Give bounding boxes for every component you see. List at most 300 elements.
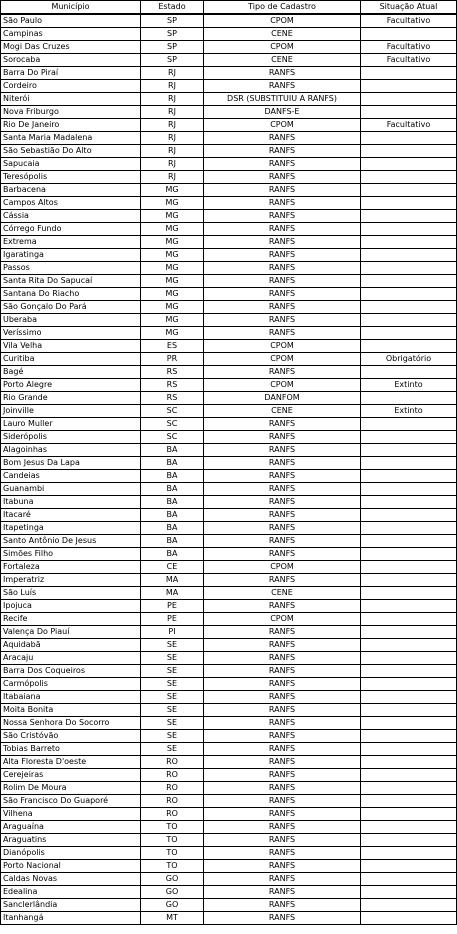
cell-situacao-atual — [361, 80, 457, 93]
cell-estado: MA — [141, 587, 204, 600]
cell-tipo-cadastro: CENE — [204, 28, 361, 41]
cell-estado: MG — [141, 275, 204, 288]
table-row — [1, 366, 457, 379]
cell-estado: MG — [141, 236, 204, 249]
cell-tipo-cadastro: RANFS — [204, 522, 361, 535]
cell-tipo-cadastro: RANFS — [204, 262, 361, 275]
table-row — [1, 899, 457, 912]
table-row — [1, 418, 457, 431]
cell-situacao-atual — [361, 600, 457, 613]
table-row — [1, 41, 457, 54]
cell-situacao-atual — [361, 275, 457, 288]
header-municipio: Município — [1, 1, 141, 15]
cell-municipio: Cordeiro — [1, 80, 141, 93]
cell-municipio: Carmópolis — [1, 678, 141, 691]
cell-tipo-cadastro: RANFS — [204, 483, 361, 496]
table-row — [1, 171, 457, 184]
cell-situacao-atual — [361, 808, 457, 821]
cell-municipio: Curitiba — [1, 353, 141, 366]
cell-situacao-atual — [361, 652, 457, 665]
cell-situacao-atual — [361, 470, 457, 483]
cell-estado: BA — [141, 496, 204, 509]
cell-municipio: Vila Velha — [1, 340, 141, 353]
cell-tipo-cadastro: RANFS — [204, 717, 361, 730]
cell-situacao-atual — [361, 574, 457, 587]
cell-municipio: Rolim De Moura — [1, 782, 141, 795]
cell-municipio: São Luís — [1, 587, 141, 600]
cell-tipo-cadastro: RANFS — [204, 327, 361, 340]
cell-situacao-atual — [361, 548, 457, 561]
cell-estado: RO — [141, 756, 204, 769]
table-row — [1, 301, 457, 314]
cell-tipo-cadastro: RANFS — [204, 210, 361, 223]
cell-municipio: Itapetinga — [1, 522, 141, 535]
cell-situacao-atual — [361, 912, 457, 925]
cell-situacao-atual — [361, 197, 457, 210]
cell-municipio: Bagé — [1, 366, 141, 379]
cell-tipo-cadastro: RANFS — [204, 652, 361, 665]
cell-situacao-atual — [361, 301, 457, 314]
cell-situacao-atual — [361, 717, 457, 730]
cell-tipo-cadastro: RANFS — [204, 197, 361, 210]
cell-tipo-cadastro: RANFS — [204, 548, 361, 561]
cell-tipo-cadastro: RANFS — [204, 67, 361, 80]
table-row — [1, 288, 457, 301]
table-row — [1, 678, 457, 691]
cell-estado: RJ — [141, 171, 204, 184]
cell-municipio: Veríssimo — [1, 327, 141, 340]
table-row — [1, 106, 457, 119]
cell-situacao-atual — [361, 626, 457, 639]
table-row — [1, 158, 457, 171]
table-row — [1, 93, 457, 106]
cell-situacao-atual — [361, 847, 457, 860]
cell-municipio: Moita Bonita — [1, 704, 141, 717]
header-tipo-cadastro: Tipo de Cadastro — [204, 1, 361, 15]
table-row — [1, 535, 457, 548]
cell-tipo-cadastro: DANFS-E — [204, 106, 361, 119]
cell-tipo-cadastro: DANFOM — [204, 392, 361, 405]
cell-municipio: Recife — [1, 613, 141, 626]
cell-tipo-cadastro: RANFS — [204, 249, 361, 262]
table-row — [1, 54, 457, 67]
table-row — [1, 548, 457, 561]
cell-municipio: Aracaju — [1, 652, 141, 665]
table-row — [1, 496, 457, 509]
cell-situacao-atual — [361, 704, 457, 717]
table-row — [1, 405, 457, 418]
cell-tipo-cadastro: RANFS — [204, 301, 361, 314]
cell-municipio: Passos — [1, 262, 141, 275]
table-row — [1, 262, 457, 275]
table-row — [1, 249, 457, 262]
cell-municipio: Alta Floresta D'oeste — [1, 756, 141, 769]
cell-municipio: Guanambi — [1, 483, 141, 496]
cell-tipo-cadastro: RANFS — [204, 366, 361, 379]
cell-municipio: Ipojuca — [1, 600, 141, 613]
cell-estado: RJ — [141, 93, 204, 106]
cell-estado: TO — [141, 834, 204, 847]
cell-estado: MG — [141, 223, 204, 236]
cell-municipio: Sanclerlândia — [1, 899, 141, 912]
cell-municipio: Itabaiana — [1, 691, 141, 704]
cell-tipo-cadastro: RANFS — [204, 886, 361, 899]
table-row — [1, 561, 457, 574]
cell-municipio: Campinas — [1, 28, 141, 41]
table-row — [1, 431, 457, 444]
table-row — [1, 912, 457, 925]
cell-tipo-cadastro: RANFS — [204, 600, 361, 613]
cell-situacao-atual: Extinto — [361, 405, 457, 418]
table-row — [1, 119, 457, 132]
cell-estado: MG — [141, 288, 204, 301]
cell-tipo-cadastro: RANFS — [204, 574, 361, 587]
cell-municipio: Barra Do Piraí — [1, 67, 141, 80]
cell-estado: MG — [141, 210, 204, 223]
cell-situacao-atual — [361, 431, 457, 444]
table-row — [1, 613, 457, 626]
cell-municipio: São Sebastião Do Alto — [1, 145, 141, 158]
cell-estado: RJ — [141, 67, 204, 80]
cell-situacao-atual — [361, 860, 457, 873]
cell-municipio: Joinville — [1, 405, 141, 418]
cell-estado: PE — [141, 613, 204, 626]
table-row — [1, 457, 457, 470]
cell-municipio: Mogi Das Cruzes — [1, 41, 141, 54]
table-row — [1, 483, 457, 496]
cell-estado: GO — [141, 899, 204, 912]
table-row — [1, 210, 457, 223]
cell-estado: RJ — [141, 80, 204, 93]
cell-municipio: Niterói — [1, 93, 141, 106]
table-row — [1, 236, 457, 249]
cell-situacao-atual — [361, 561, 457, 574]
cell-estado: PR — [141, 353, 204, 366]
cell-municipio: Santa Rita Do Sapucaí — [1, 275, 141, 288]
cell-tipo-cadastro: RANFS — [204, 496, 361, 509]
cell-situacao-atual — [361, 665, 457, 678]
cell-tipo-cadastro: RANFS — [204, 288, 361, 301]
cell-tipo-cadastro: RANFS — [204, 873, 361, 886]
cell-municipio: Santa Maria Madalena — [1, 132, 141, 145]
cell-tipo-cadastro: RANFS — [204, 145, 361, 158]
table-row — [1, 340, 457, 353]
cell-estado: TO — [141, 821, 204, 834]
cell-situacao-atual — [361, 184, 457, 197]
cell-tipo-cadastro: RANFS — [204, 223, 361, 236]
table-row — [1, 886, 457, 899]
table-row — [1, 808, 457, 821]
cell-tipo-cadastro: RANFS — [204, 314, 361, 327]
cell-estado: TO — [141, 860, 204, 873]
cell-tipo-cadastro: RANFS — [204, 665, 361, 678]
cell-tipo-cadastro: RANFS — [204, 236, 361, 249]
table-row — [1, 275, 457, 288]
table-row — [1, 743, 457, 756]
cell-estado: SE — [141, 639, 204, 652]
cell-municipio: São Paulo — [1, 14, 141, 28]
table-row — [1, 184, 457, 197]
table-row — [1, 223, 457, 236]
cell-estado: SE — [141, 730, 204, 743]
cell-estado: MG — [141, 327, 204, 340]
cell-tipo-cadastro: RANFS — [204, 795, 361, 808]
cell-tipo-cadastro: RANFS — [204, 275, 361, 288]
table-row — [1, 509, 457, 522]
cell-situacao-atual — [361, 340, 457, 353]
cell-tipo-cadastro: CPOM — [204, 41, 361, 54]
cell-situacao-atual — [361, 483, 457, 496]
table-row — [1, 444, 457, 457]
cell-estado: MA — [141, 574, 204, 587]
cell-estado: RO — [141, 782, 204, 795]
cell-estado: BA — [141, 522, 204, 535]
cell-municipio: Alagoinhas — [1, 444, 141, 457]
cell-estado: RO — [141, 769, 204, 782]
cell-estado: SP — [141, 28, 204, 41]
cell-tipo-cadastro: RANFS — [204, 184, 361, 197]
cell-situacao-atual — [361, 93, 457, 106]
header-estado: Estado — [141, 1, 204, 15]
cell-municipio: Vilhena — [1, 808, 141, 821]
cell-municipio: Teresópolis — [1, 171, 141, 184]
table-row — [1, 717, 457, 730]
cell-municipio: São Cristóvão — [1, 730, 141, 743]
cell-municipio: Imperatriz — [1, 574, 141, 587]
cell-situacao-atual — [361, 210, 457, 223]
cell-estado: RJ — [141, 145, 204, 158]
cell-municipio: Lauro Muller — [1, 418, 141, 431]
cell-estado: SE — [141, 652, 204, 665]
cell-tipo-cadastro: RANFS — [204, 834, 361, 847]
cell-estado: MT — [141, 912, 204, 925]
cell-situacao-atual — [361, 730, 457, 743]
table-row — [1, 392, 457, 405]
cell-tipo-cadastro: RANFS — [204, 743, 361, 756]
cell-situacao-atual: Facultativo — [361, 41, 457, 54]
cell-tipo-cadastro: RANFS — [204, 626, 361, 639]
cell-municipio: Uberaba — [1, 314, 141, 327]
cell-estado: TO — [141, 847, 204, 860]
cell-estado: RS — [141, 392, 204, 405]
cell-situacao-atual — [361, 106, 457, 119]
cell-estado: SC — [141, 405, 204, 418]
cell-estado: MG — [141, 262, 204, 275]
cell-situacao-atual — [361, 457, 457, 470]
cell-estado: BA — [141, 457, 204, 470]
table-row — [1, 67, 457, 80]
cell-situacao-atual: Extinto — [361, 379, 457, 392]
table-row — [1, 704, 457, 717]
table-row — [1, 691, 457, 704]
cell-estado: SC — [141, 418, 204, 431]
cell-situacao-atual — [361, 366, 457, 379]
cell-situacao-atual — [361, 873, 457, 886]
cell-estado: SE — [141, 665, 204, 678]
cell-estado: RJ — [141, 119, 204, 132]
cell-situacao-atual: Facultativo — [361, 14, 457, 28]
cell-tipo-cadastro: RANFS — [204, 899, 361, 912]
table-row — [1, 14, 457, 28]
cell-tipo-cadastro: RANFS — [204, 535, 361, 548]
cell-situacao-atual — [361, 756, 457, 769]
cell-situacao-atual — [361, 171, 457, 184]
cell-situacao-atual — [361, 392, 457, 405]
cell-municipio: Edealina — [1, 886, 141, 899]
table-body — [1, 14, 457, 925]
cell-municipio: São Francisco Do Guaporé — [1, 795, 141, 808]
cell-situacao-atual — [361, 782, 457, 795]
cell-tipo-cadastro: RANFS — [204, 691, 361, 704]
cell-municipio: São Gonçalo Do Pará — [1, 301, 141, 314]
cell-municipio: Valença Do Piauí — [1, 626, 141, 639]
table-row — [1, 132, 457, 145]
cell-estado: RJ — [141, 158, 204, 171]
cell-estado: SP — [141, 54, 204, 67]
cell-estado: SE — [141, 704, 204, 717]
cell-municipio: Porto Alegre — [1, 379, 141, 392]
cell-situacao-atual — [361, 535, 457, 548]
cell-tipo-cadastro: RANFS — [204, 80, 361, 93]
cell-situacao-atual — [361, 678, 457, 691]
cell-estado: BA — [141, 548, 204, 561]
cell-municipio: Dianópolis — [1, 847, 141, 860]
cell-municipio: Córrego Fundo — [1, 223, 141, 236]
cell-municipio: Rio Grande — [1, 392, 141, 405]
header-row — [1, 1, 457, 15]
cell-situacao-atual — [361, 223, 457, 236]
table-row — [1, 600, 457, 613]
cell-tipo-cadastro: RANFS — [204, 639, 361, 652]
cell-estado: CE — [141, 561, 204, 574]
cell-estado: MG — [141, 197, 204, 210]
cell-situacao-atual: Obrigatório — [361, 353, 457, 366]
cell-situacao-atual — [361, 522, 457, 535]
table-row — [1, 665, 457, 678]
table-row — [1, 782, 457, 795]
table-row — [1, 626, 457, 639]
table-row — [1, 821, 457, 834]
cell-estado: ES — [141, 340, 204, 353]
table-row — [1, 730, 457, 743]
cell-municipio: Porto Nacional — [1, 860, 141, 873]
cell-situacao-atual — [361, 28, 457, 41]
cell-municipio: Itacaré — [1, 509, 141, 522]
cell-municipio: Caldas Novas — [1, 873, 141, 886]
cell-municipio: Araguaína — [1, 821, 141, 834]
cell-municipio: Candeias — [1, 470, 141, 483]
header-situacao-atual: Situação Atual — [361, 1, 457, 15]
cell-estado: RJ — [141, 106, 204, 119]
table-row — [1, 379, 457, 392]
table-row — [1, 795, 457, 808]
cell-tipo-cadastro: RANFS — [204, 444, 361, 457]
cell-estado: PE — [141, 600, 204, 613]
cell-tipo-cadastro: CPOM — [204, 613, 361, 626]
cell-municipio: Nossa Senhora Do Socorro — [1, 717, 141, 730]
table-row — [1, 80, 457, 93]
table-row — [1, 353, 457, 366]
cell-estado: GO — [141, 886, 204, 899]
cell-estado: BA — [141, 535, 204, 548]
table-row — [1, 834, 457, 847]
cell-municipio: Sapucaia — [1, 158, 141, 171]
cell-tipo-cadastro: CPOM — [204, 379, 361, 392]
cell-estado: SE — [141, 691, 204, 704]
cell-tipo-cadastro: RANFS — [204, 457, 361, 470]
cell-municipio: Igaratinga — [1, 249, 141, 262]
cell-municipio: Cássia — [1, 210, 141, 223]
cell-situacao-atual — [361, 327, 457, 340]
cell-municipio: Barbacena — [1, 184, 141, 197]
cell-situacao-atual — [361, 743, 457, 756]
cell-estado: RO — [141, 795, 204, 808]
cell-situacao-atual — [361, 899, 457, 912]
cell-municipio: Itanhangá — [1, 912, 141, 925]
cell-tipo-cadastro: RANFS — [204, 418, 361, 431]
cell-situacao-atual — [361, 132, 457, 145]
cell-municipio: Extrema — [1, 236, 141, 249]
cell-situacao-atual — [361, 145, 457, 158]
table-row — [1, 197, 457, 210]
cell-situacao-atual — [361, 262, 457, 275]
table-row — [1, 639, 457, 652]
cell-tipo-cadastro: RANFS — [204, 808, 361, 821]
cell-municipio: Cerejeiras — [1, 769, 141, 782]
cell-estado: SC — [141, 431, 204, 444]
cell-tipo-cadastro: RANFS — [204, 431, 361, 444]
cell-municipio: Barra Dos Coqueiros — [1, 665, 141, 678]
table-row — [1, 756, 457, 769]
cell-tipo-cadastro: DSR (SUBSTITUIU A RANFS) — [204, 93, 361, 106]
cell-municipio: Itabuna — [1, 496, 141, 509]
cell-estado: BA — [141, 483, 204, 496]
cell-situacao-atual — [361, 236, 457, 249]
cell-estado: RS — [141, 379, 204, 392]
cell-municipio: Aquidabã — [1, 639, 141, 652]
cell-tipo-cadastro: CENE — [204, 54, 361, 67]
cell-tipo-cadastro: CPOM — [204, 14, 361, 28]
cell-municipio: Rio De Janeiro — [1, 119, 141, 132]
cell-situacao-atual — [361, 249, 457, 262]
cell-tipo-cadastro: RANFS — [204, 704, 361, 717]
cell-tipo-cadastro: RANFS — [204, 912, 361, 925]
cell-municipio: Fortaleza — [1, 561, 141, 574]
cell-situacao-atual — [361, 444, 457, 457]
table-row — [1, 860, 457, 873]
table-row — [1, 470, 457, 483]
cell-estado: RO — [141, 808, 204, 821]
cell-estado: SE — [141, 717, 204, 730]
table-row — [1, 587, 457, 600]
cell-tipo-cadastro: CPOM — [204, 340, 361, 353]
table-row — [1, 847, 457, 860]
cell-situacao-atual — [361, 795, 457, 808]
cell-tipo-cadastro: RANFS — [204, 847, 361, 860]
cell-tipo-cadastro: RANFS — [204, 470, 361, 483]
cell-situacao-atual — [361, 821, 457, 834]
cell-situacao-atual — [361, 314, 457, 327]
cell-estado: MG — [141, 301, 204, 314]
cell-tipo-cadastro: RANFS — [204, 756, 361, 769]
cell-estado: RS — [141, 366, 204, 379]
cell-situacao-atual — [361, 587, 457, 600]
table-row — [1, 652, 457, 665]
cell-estado: SP — [141, 41, 204, 54]
cell-estado: PI — [141, 626, 204, 639]
cell-tipo-cadastro: RANFS — [204, 678, 361, 691]
cell-situacao-atual — [361, 158, 457, 171]
